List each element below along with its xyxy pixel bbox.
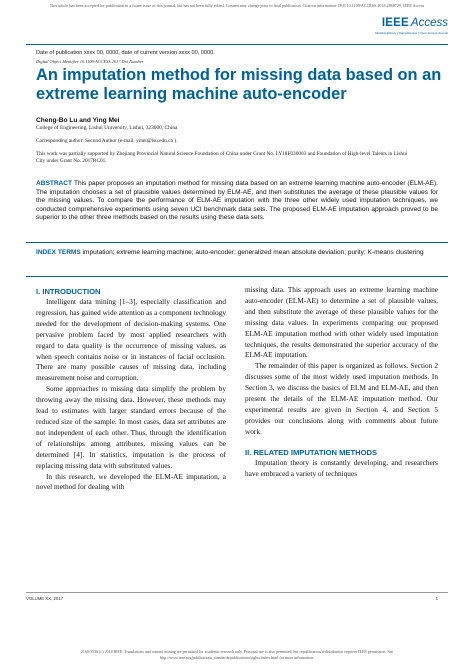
abstract-text: This paper proposes an imputation method for missing data based on an extreme learning machine auto-encoder (ELM-AE). The imputation chooses a set of plausible values determined by ELM-AE, and then substitutes the average of these plausible values for the missing values. To compare the performance of ELM-AE imputation with the three other widely used imputation techniques, we conducted comprehensive experiments using seven UCI benchmark data sets. The proposed ELM-AE imputation approach proved to be superior to the other three methods based on the results using these data sets. bbox=[36, 180, 438, 222]
abstract-label: ABSTRACT bbox=[36, 180, 73, 187]
index-terms-bottom-rule bbox=[26, 276, 448, 277]
index-terms-label: INDEX TERMS bbox=[36, 249, 81, 256]
paper-title: An imputation method for missing data based on an extreme learning machine auto-encoder bbox=[36, 66, 442, 103]
ieee-access-logo bbox=[356, 13, 448, 35]
logo-ieee-text: IEEE bbox=[381, 17, 409, 29]
index-terms bbox=[36, 249, 438, 258]
corresponding-author: Corresponding author: Second Author (e-mail: ymei@lsu.edu.cn ). bbox=[36, 138, 178, 144]
logo-tagline: Multidisciplinary | Rapid Review | Open Access Journal bbox=[375, 31, 448, 35]
copyright-line-2: http://www.ieee.org/publications_standards/publications/rights/index.html for more information. bbox=[159, 654, 315, 660]
header-rule bbox=[26, 44, 448, 45]
index-terms-text: imputation; extreme learning machine; auto-encoder; generalized mean absolute deviation; purity; bbox=[82, 249, 368, 256]
index-terms-k-letter: K bbox=[367, 249, 372, 256]
bottom-copyright-notice bbox=[26, 649, 448, 660]
top-publication-notice: This article has been accepted for publication in a future issue of this journal, but has not been fully edited. Content may change prior to final publication. Citation information: DOI 10.1109/ACCESS.2018.2868729, IEEE Access bbox=[49, 3, 425, 8]
related-paragraph-1: Imputation theory is constantly developing, and researchers have embraced a variety of techniques bbox=[245, 457, 438, 478]
volume-label: VOLUME XX, 2017 bbox=[26, 596, 64, 601]
doi-line: Digital Object Identifier 10.1109/ACCESS.2017.Doi Number bbox=[36, 59, 144, 64]
abstract-top-rule bbox=[26, 242, 448, 243]
right-paragraph-2: The remainder of this paper is organized as follows. Section 2 discusses some of the most widely used imputation methods. In Section 3, we discuss the basics of ELM and ELM-AE, and then present the details of the ELM-AE imputation method. Our experimental results are given in Section 4, and Section 5 provides our conclusions along with comments about future work. bbox=[245, 361, 438, 436]
index-terms-text-end: -means clustering bbox=[371, 249, 424, 256]
section-heading-introduction: I. INTRODUCTION bbox=[36, 287, 101, 296]
footer-rule bbox=[26, 592, 448, 593]
authors: Cheng-Bo Lu and Ying Mei bbox=[36, 117, 120, 124]
right-column bbox=[245, 285, 438, 480]
logo-access-text: Access bbox=[410, 17, 448, 29]
publication-dates: Date of publication xxxx 00, 0000, date of current version xxxx 00, 0000. bbox=[36, 50, 215, 56]
intro-paragraph-1: Intelligent data mining [1–3], especially classification and regression, has gained wide attention as a component technology needed for the development of decision-making systems. One pervasive problem faced by most applied researchers with regard to data quality is the occurrence of missing values, as when speech contains noise or in instances of facial occlusion. There are many possible causes of missing data, including measurement noise and corruption. bbox=[36, 297, 226, 383]
funding-note: This work was partially supported by Zhejiang Provincial Natural Science Foundation of China under Grant No. LY18F030003 and Foundation of High-level Talents in Lishui City under Grant No. 2017RC01. bbox=[36, 151, 408, 164]
copyright-line-1: 2169-3536 (c) 2018 IEEE. Translations and content mining are permitted for academic research only. Personal use is also permitted, but republication/redistribution requires IEEE permission. See bbox=[80, 649, 394, 654]
abstract bbox=[36, 180, 438, 223]
intro-paragraph-3: In this research, we developed the ELM-AE imputation, a novel method for dealing with bbox=[36, 471, 226, 492]
left-column bbox=[36, 286, 226, 493]
intro-paragraph-2: Some approaches to missing data simplify the problem by throwing away the missing data. However, these methods may lead to estimates with larger standard errors because of the reduced size of the sample. In most cases, data set attributes are not independent of each other. Thus, through the identification of relationships among attributes, missing values can be determined [4]. In statistics, imputation is the process of replacing missing data with substituted values. bbox=[36, 384, 226, 470]
section-heading-related-methods: II. RELATED IMPUTATION METHODS bbox=[245, 447, 378, 457]
affiliation: College of Engineering, Lishui University, Lishui, 323000, China bbox=[36, 125, 178, 131]
logo-wordmark bbox=[356, 13, 448, 31]
page-number: 1 bbox=[435, 596, 438, 601]
right-paragraph-1: missing data. This approach uses an extreme learning machine auto-encoder (ELM-AE) to determine a set of plausible values, and then substitute the average of these plausible values for the missing data values. In experiments comparing our proposed ELM-AE imputation method with other widely used imputation techniques, the results demonstrated the superior accuracy of the ELM-AE imputation. bbox=[245, 285, 438, 360]
